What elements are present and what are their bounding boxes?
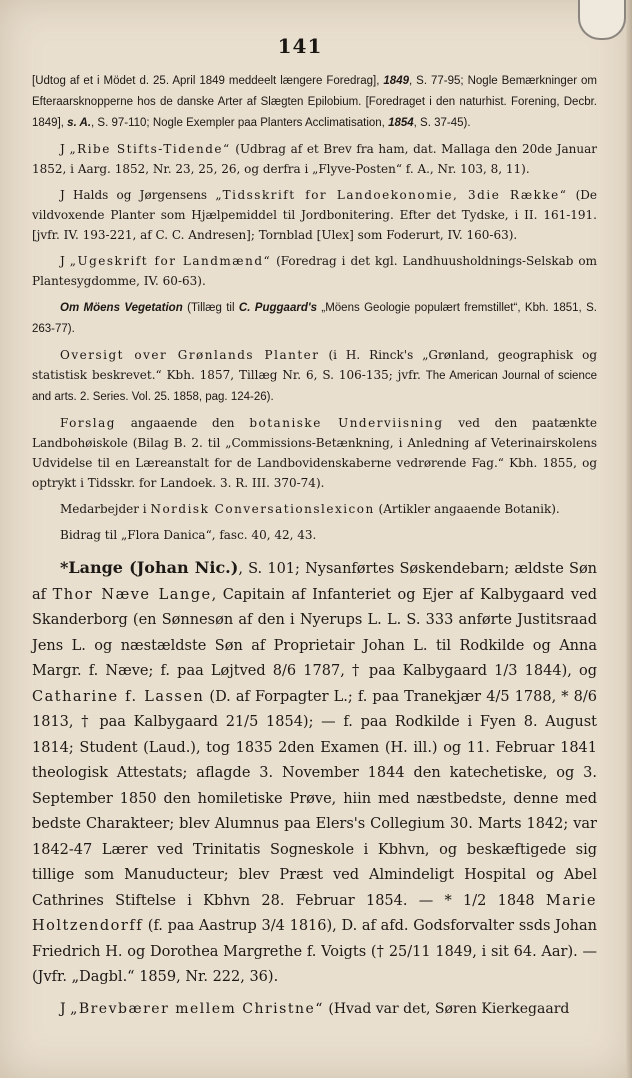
text-run: „Möens Geologie populært fremstillet“, Kbh. 1851, S. 263-77). bbox=[32, 302, 597, 335]
text-run: Bidrag til „Flora Danica“, fasc. 40, 42, 43. bbox=[60, 528, 317, 542]
text-run: (f. paa Aastrup 3/4 1816), D. af afd. Godsforvalter ssds Johan Friedrich H. og Dorothea Margrethe f. Voigts († 25/11 1849, i sit 64. Aar). — (Jvfr. „Dagbl.“ 1859, Nr. 222, 36). bbox=[32, 918, 597, 985]
text-run: (De vildvoxende Planter som Hjælpemiddel til Jordbonitering. Efter det Tydske, i II. 161-191. [jvfr. IV. 193-221, af C. C. Andresen]; Tornblad [Ulex] som Foderurt, IV. 160-63). bbox=[32, 188, 598, 242]
text-run-spaced: Thor Næve Lange bbox=[52, 586, 212, 603]
text-run: J Halds og Jørgensens bbox=[60, 188, 216, 202]
text-run-italic: s. A. bbox=[67, 117, 92, 129]
page-text bbox=[32, 70, 597, 1027]
paragraph-moens-vegetation bbox=[32, 297, 597, 339]
entry-lange-johan-nic bbox=[32, 555, 597, 991]
text-run-spaced: Nordisk Conversationslexicon bbox=[150, 502, 375, 516]
text-run-spaced: „Ribe Stifts-Tidende“ bbox=[69, 142, 231, 156]
text-run: Medarbejder i bbox=[60, 502, 151, 516]
paragraph-bibliography-1 bbox=[32, 70, 597, 133]
paragraph-tidsskrift-landoekonomie bbox=[32, 185, 597, 245]
text-run-spaced: Catharine f. Lassen bbox=[32, 688, 205, 705]
text-run-spaced: Forslag bbox=[60, 416, 116, 430]
text-run-italic: 1854 bbox=[388, 117, 414, 129]
text-run: angaaende den bbox=[115, 416, 250, 430]
text-run-spaced: „Ugeskrift for Landmænd“ bbox=[69, 254, 272, 268]
text-run: (i H. Rinck's „Grønland, geographisk og statistisk beskrevet.“ Kbh. 1857, Tillæg Nr. 6, S. 106-135; jvfr. bbox=[32, 348, 598, 382]
text-run: J bbox=[60, 142, 70, 156]
paragraph-flora-danica bbox=[32, 525, 597, 545]
paragraph-medarbejder bbox=[32, 499, 597, 519]
text-run: , S. 101; Nysanførtes Søskendebarn; ældste Søn af bbox=[32, 561, 598, 603]
text-run: (Udbrag af et Brev fra ham, dat. Mallaga den 20de Januar 1852, i Aarg. 1852, Nr. 23, 25, 26, og derfra i „Flyve-Posten“ f. A., Nr. 103, 8, 11). bbox=[32, 142, 598, 176]
paragraph-ugeskrift-landmaend bbox=[32, 251, 597, 291]
text-run: , Capitain af Infanteriet og Ejer af Kalbygaard ved Skanderborg (en Sønnesøn af den i Nyerups L. L. S. 333 anførte Justitsraad Jens L. og næstældste Søn af Proprietair Johan L. til Rodkilde og Anna Margr. f. Næve; f. paa Løjtved 8/6 1787, † paa Kalbygaard 1/3 1844), og bbox=[32, 586, 597, 679]
paragraph-ribe-stifts-tidende bbox=[32, 139, 597, 179]
text-run: (Tillæg til bbox=[182, 302, 239, 314]
text-run-italic: 1849 bbox=[383, 75, 409, 87]
text-run: , S. 37-45). bbox=[413, 117, 471, 129]
text-run-italic: Om Möens Vegetation bbox=[60, 302, 183, 314]
entry-headword: *Lange (Johan Nic.) bbox=[60, 558, 239, 577]
text-run-spaced: „Brevbærer mellem Christne“ bbox=[70, 1000, 324, 1017]
text-run-spaced: Oversigt over Grønlands Planter bbox=[60, 348, 320, 362]
text-run: J bbox=[60, 254, 70, 268]
text-run: , S. 77-95; Nogle Bemærkninger om Efteraarsknopperne hos de danske Arter af Slægten Epilobium. [Foredraget i den naturhist. Forening, Decbr. 1849], bbox=[32, 75, 597, 129]
text-run: , S. 97-110; Nogle Exempler paa Planters Acclimatisation, bbox=[91, 117, 389, 129]
text-run: (D. af Forpagter L.; f. paa Tranekjær 4/5 1788, * 8/6 1813, † paa Kalbygaard 21/5 1854); — f. paa Rodkilde i Fyen 8. August 1814; Student (Laud.), tog 1835 2den Examen (H. ill.) og 11. Februar 1841 theologisk Attestats; aflagde 3. November 1844 den katechetiske, og 3. September 1850 den homiletiske Prøve, hiin med næstbedste, denne med bedste Charakteer; blev Alumnus paa Elers's Collegium 30. Marts 1842; var 1842-47 Lærer ved Trinitatis Sogneskole i Kbhvn, og beskæftigede sig tillige som Manuducteur; blev Præst ved Almindeligt Hospital og Abel Cathrines Stiftelse i Kbhvn 28. Februar 1854. — * 1/2 1848 bbox=[32, 688, 597, 909]
text-run-italic: C. Puggaard's bbox=[238, 302, 317, 314]
text-run: [Udtog af et i Mödet d. 25. April 1849 meddeelt længere Foredrag], bbox=[32, 75, 384, 87]
text-run-spaced: „Tidsskrift for Landoekonomie, 3die Række“ bbox=[215, 188, 568, 202]
text-run: (Artikler angaaende Botanik). bbox=[374, 502, 560, 516]
text-run: (Hvad var det, Søren Kierkegaard bbox=[323, 1000, 570, 1017]
text-run-spaced: Marie Holtzendorff bbox=[32, 892, 597, 934]
page-number: 141 bbox=[277, 34, 323, 58]
paragraph-brevbaerer bbox=[32, 997, 597, 1021]
text-run: The American Journal of science and arts. 2. Series. Vol. 25. 1858, pag. 124-26). bbox=[32, 370, 597, 403]
page-edge bbox=[626, 0, 632, 1078]
text-run: J bbox=[60, 1000, 71, 1017]
paragraph-groenlands-planter bbox=[32, 345, 597, 407]
paragraph-forslag bbox=[32, 413, 597, 493]
text-run-spaced: botaniske Underviisning bbox=[249, 416, 444, 430]
text-run: (Foredrag i det kgl. Landhuusholdnings-Selskab om Plantesygdomme, IV. 60-63). bbox=[32, 254, 598, 288]
text-run: ved den paatænkte Landbohøiskole (Bilag B. 2. til „Commissions-Betænkning, i Anledning af Veterinairskolens Udvidelse til en Læreanstalt for de Landbovidenskaberne vedrørende Fag.“ Kbh. 1855, og optrykt i Tidsskr. for Landoek. 3. R. III. 370-74). bbox=[32, 416, 597, 490]
